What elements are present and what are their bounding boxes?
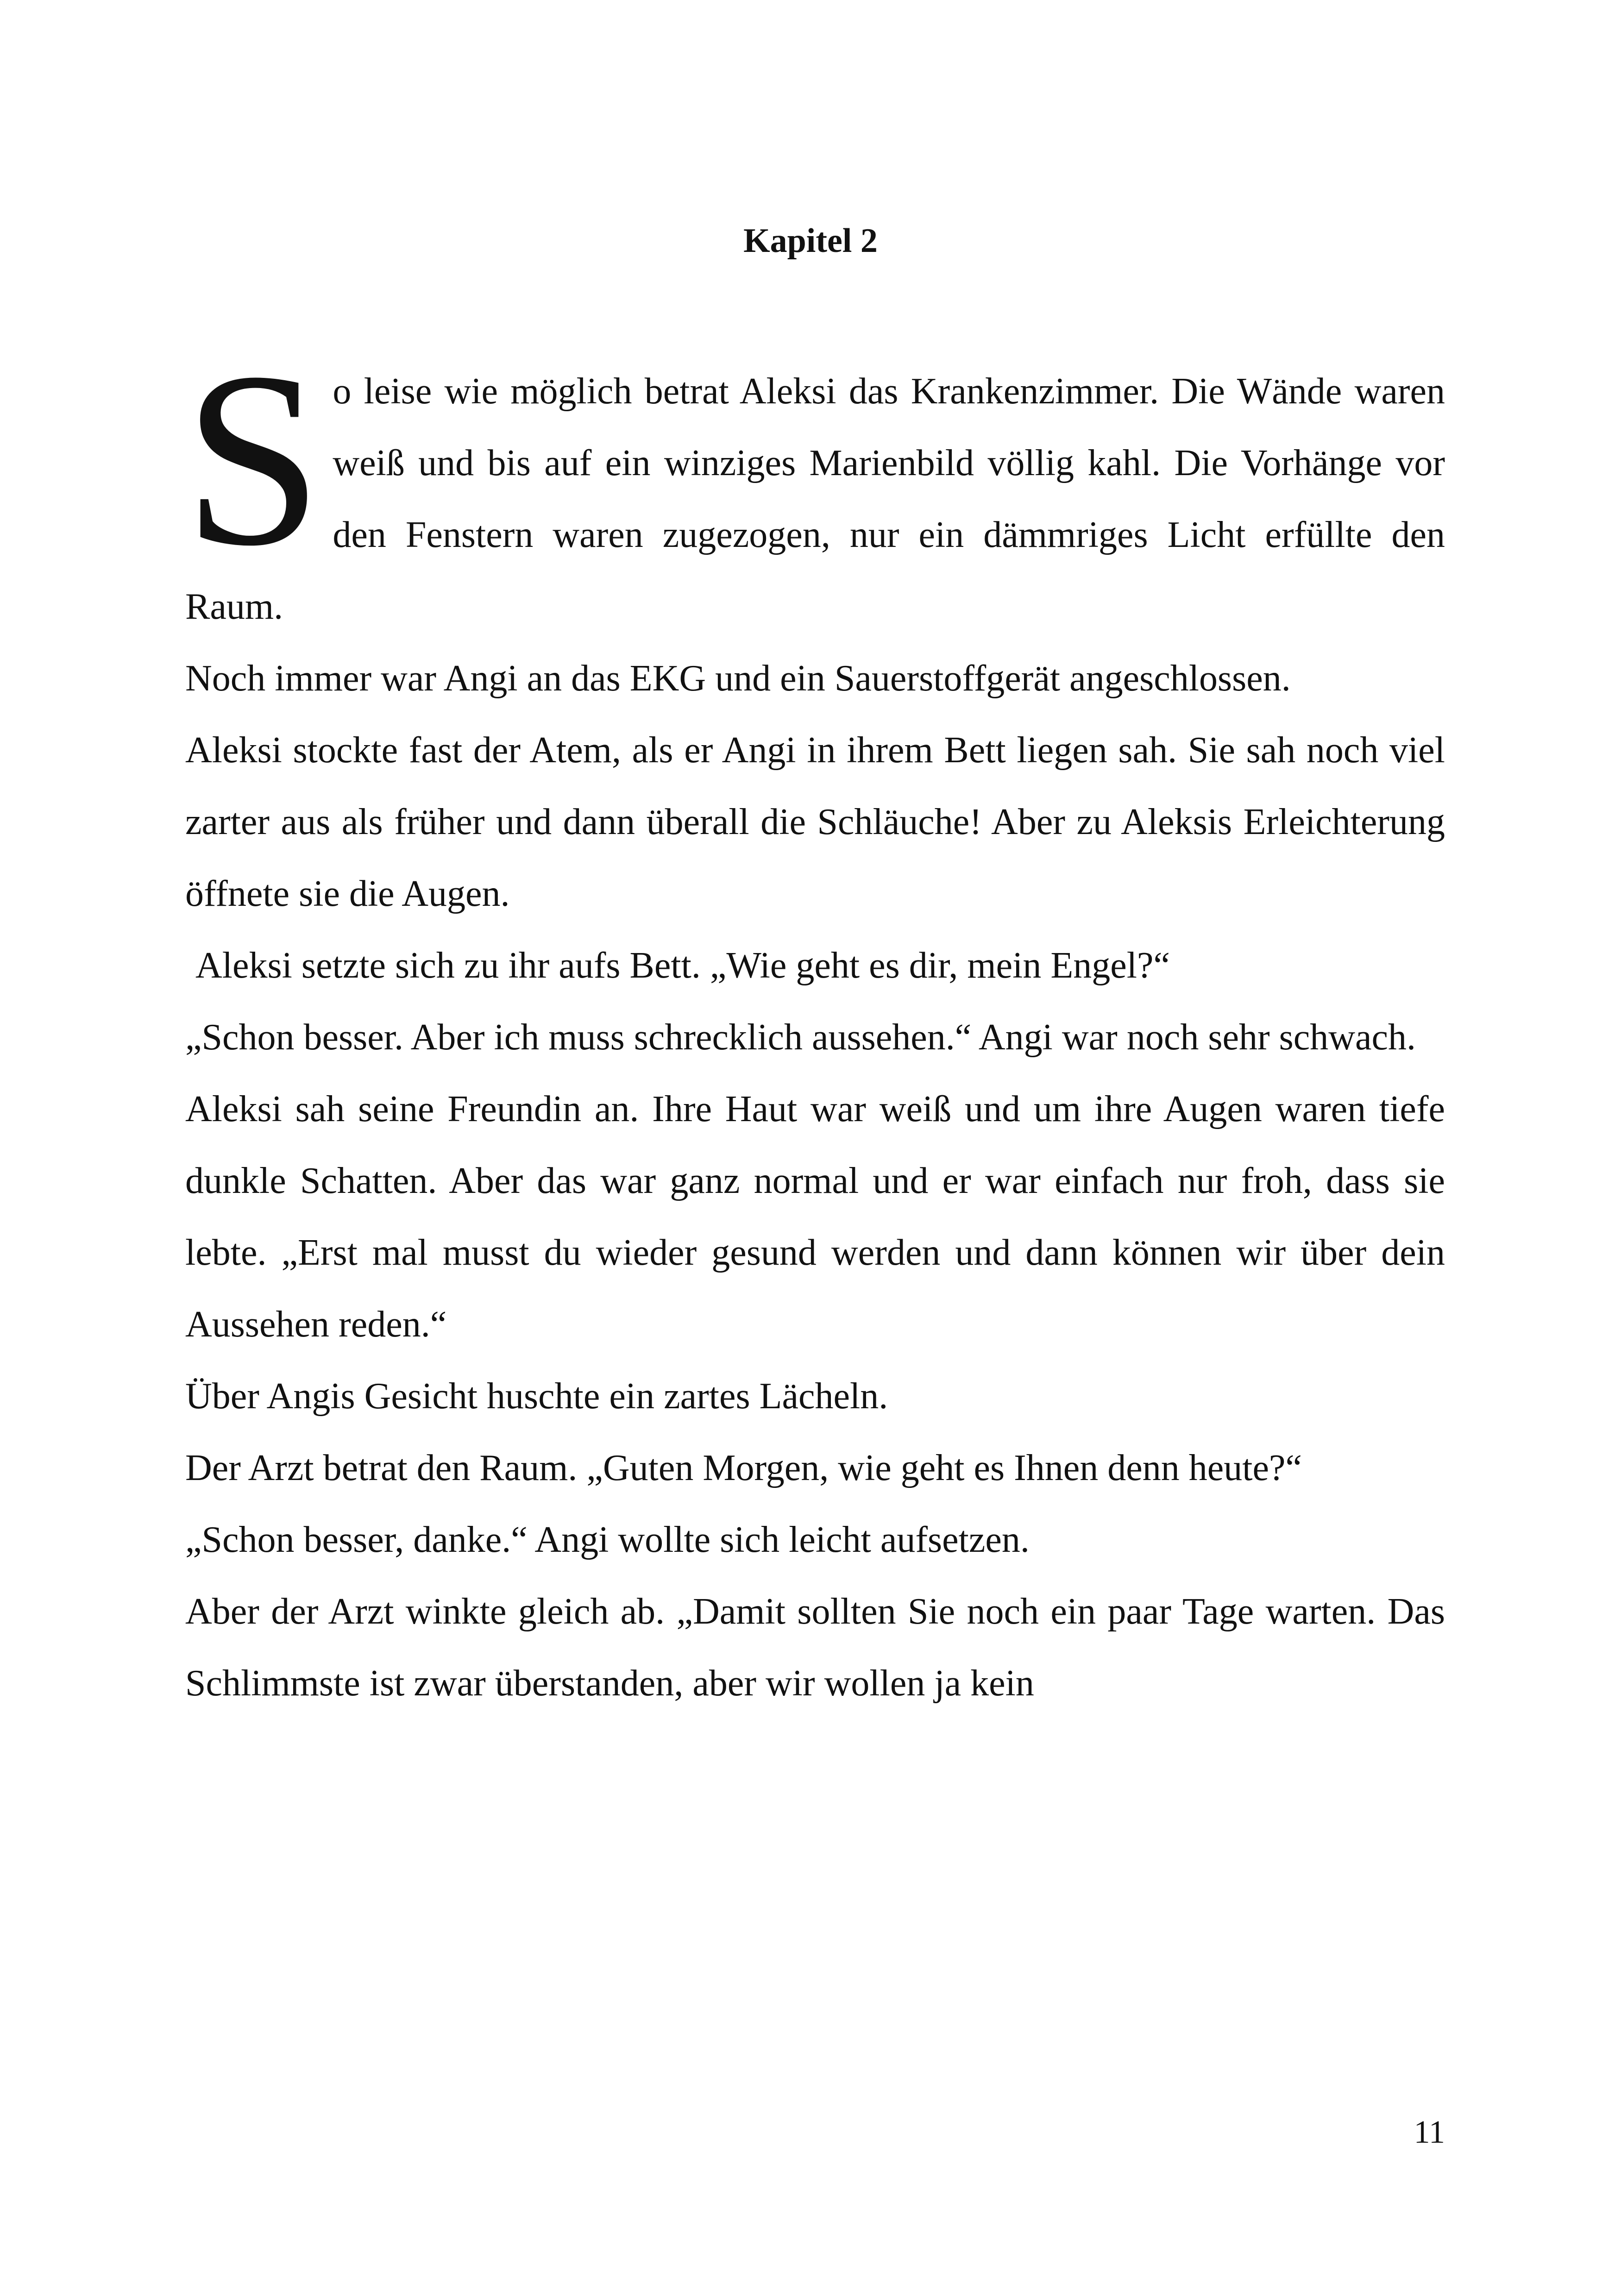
- page-number: 11: [1414, 2114, 1445, 2150]
- chapter-body: [183, 320, 1445, 1719]
- chapter-title: Kapitel 2: [743, 222, 878, 260]
- paragraph: „Schon besser, danke.“ Angi wollte sich leicht aufsetzen.: [185, 1519, 1030, 1560]
- paragraph: Aleksi setzte sich zu ihr aufs Bett. „Wie geht es dir, mein Engel?“: [195, 945, 1170, 986]
- paragraph: Noch immer war Angi an das EKG und ein Sauerstoffgerät angeschlossen.: [185, 658, 1291, 699]
- paragraph: Über Angis Gesicht huschte ein zartes Lächeln.: [185, 1376, 888, 1417]
- first-paragraph: [183, 320, 1445, 643]
- paragraph: Aber der Arzt winkte gleich ab. „Damit sollten Sie noch ein paar Tage warten. Das Schlimmste ist zwar überstanden, aber wir wollen ja kein: [185, 1591, 1445, 1704]
- paragraph: Aleksi stockte fast der Atem, als er Angi in ihrem Bett liegen sah. Sie sah noch viel zarter aus als früher und dann überall die Schläuche! Aber zu Aleksis Erleichterung öffnete sie die Augen.: [185, 730, 1445, 914]
- drop-cap-letter: S: [183, 320, 323, 597]
- paragraph: Der Arzt betrat den Raum. „Guten Morgen, wie geht es Ihnen denn heute?“: [185, 1448, 1302, 1488]
- paragraph: Aleksi sah seine Freundin an. Ihre Haut war weiß und um ihre Augen waren tiefe dunkle Schatten. Aber das war ganz normal und er war einfach nur froh, dass sie lebte. „Erst mal musst du wieder gesund werden und dann können wir über dein Aussehen reden.“: [185, 1089, 1445, 1345]
- paragraph: „Schon besser. Aber ich muss schrecklich aussehen.“ Angi war noch sehr schwach.: [185, 1017, 1416, 1058]
- first-paragraph-text: o leise wie möglich betrat Aleksi das Krankenzimmer. Die Wände waren weiß und bis auf ein winziges Marienbild völlig kahl. Die Vorhänge vor den Fenstern waren zugezogen, nur ein dämmriges Licht erfüllte den Raum.: [185, 371, 1445, 627]
